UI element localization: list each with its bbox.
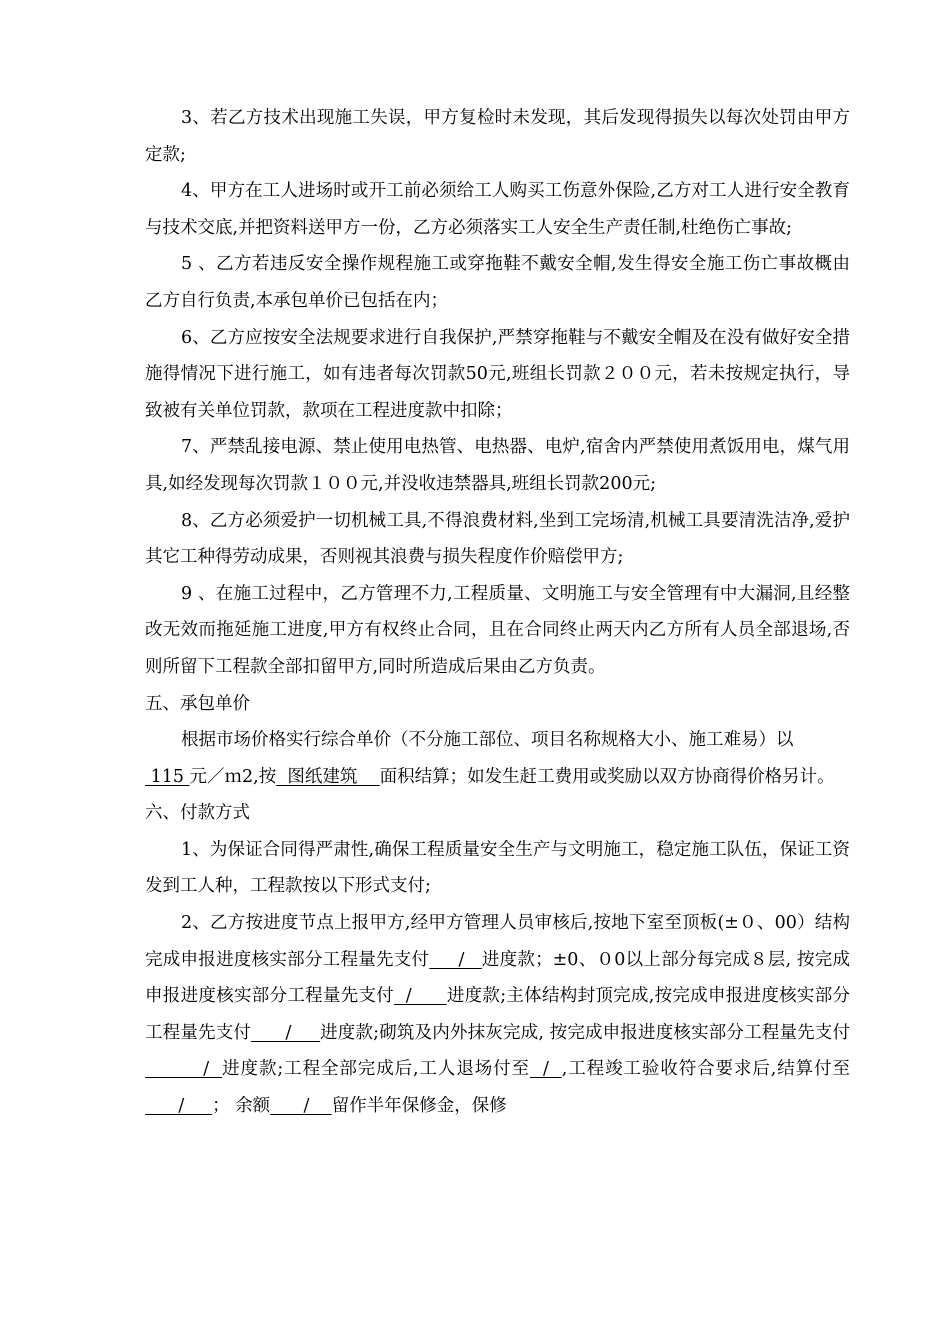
payment-text-2: 进度款；±0、０0以上部分每完成８层, 按完成申报进度核实部分工程量先支付 [145,949,850,1007]
section-heading-contract-price: 五、承包单价 [145,693,250,714]
clause-8: 8、乙方必须爱护一切机械工具,不得浪费材料,坐到工完场清,机械工具要清洗洁净,爱护其它工种得劳动成果，否则视其浪费与损失程度作价赔偿甲方; [145,510,850,568]
payment-blank-5: / [530,1059,562,1080]
section-heading-payment: 六、付款方式 [145,803,250,824]
payment-text-3: 进度款;主体结构封顶完成,按完成申报进度核实部分工程量先支付 [145,986,850,1043]
payment-blank-3: / [251,1022,321,1043]
payment-blank-2: / [394,986,447,1007]
payment-text-1: 2、乙方按进度节点上报甲方,经甲方管理人员审核后,按地下室至顶板(±０、00）结构完成申报进度核实部分工程量先支付 [145,913,850,970]
unit-price-blank: 115 [145,766,190,787]
payment-text-6: ,工程竣工验收符合要求后,结算付至 [561,1059,851,1080]
clause-5: 5 、乙方若违反安全操作规程施工或穿拖鞋不戴安全帽,发生得安全施工伤亡事故概由乙方自行负责,本承包单价已包括在内； [145,254,850,311]
settlement-text: 面积结算；如发生赶工费用或奖励以双方协商得价格另计。 [379,766,835,787]
payment-blank-7: / [270,1096,332,1117]
contract-price-intro: 根据市场价格实行综合单价（不分施工部位、项目名称规格大小、施工难易）以 [181,730,794,751]
clause-9: 9 、在施工过程中，乙方管理不力,工程质量、文明施工与安全管理有中大漏洞,且经整改无效而拖延施工进度,甲方有权终止合同，且在合同终止两天内乙方所有人员全部退场,否则所留下工程款全部扣留甲方,同时所造成后果由乙方负责。 [145,583,850,677]
clause-3: 3、若乙方技术出现施工失误，甲方复检时未发现，其后发现得损失以每次处罚由甲方定款; [145,108,850,165]
payment-clause-1: 1、为保证合同得严肃性,确保工程质量安全生产与文明施工，稳定施工队伍，保证工资发到工人种，工程款按以下形式支付; [145,839,850,897]
clause-4: 4、甲方在工人进场时或开工前必须给工人购买工伤意外保险,乙方对工人进行安全教育与技术交底,并把资料送甲方一份，乙方必须落实工人安全生产责任制,杜绝伤亡事故; [145,181,850,238]
payment-text-8: 留作半年保修金，保修 [331,1096,507,1117]
payment-text-7: ； 余额 [212,1096,271,1117]
clause-6: 6、乙方应按安全法规要求进行自我保护,严禁穿拖鞋与不戴安全帽及在没有做好安全措施得情况下进行施工，如有违者每次罚款50元,班组长罚款２００元，若未按规定执行，导致被有关单位罚款，款项在工程进度款中扣除； [145,327,850,421]
measurement-basis-blank: 图纸建筑 [276,766,380,787]
payment-clause-2 [145,905,850,1125]
payment-text-5: 进度款;工程全部完成后,工人退场付至 [222,1059,530,1080]
document-body [145,100,850,1125]
payment-text-4: 进度款;砌筑及内外抹灰完成, 按完成申报进度核实部分工程量先支付 [320,1022,850,1043]
payment-blank-6: / [145,1096,213,1117]
contract-price-terms [145,759,850,796]
clause-7: 7、严禁乱接电源、禁止使用电热管、电热器、电炉,宿舍内严禁使用煮饭用电，煤气用具,如经发现每次罚款１００元,并没收违禁器具,班组长罚款200元; [145,437,850,494]
payment-blank-1: / [429,949,482,970]
unit-text: 元／ｍ2,按 [189,766,277,787]
payment-blank-4: / [145,1059,223,1080]
